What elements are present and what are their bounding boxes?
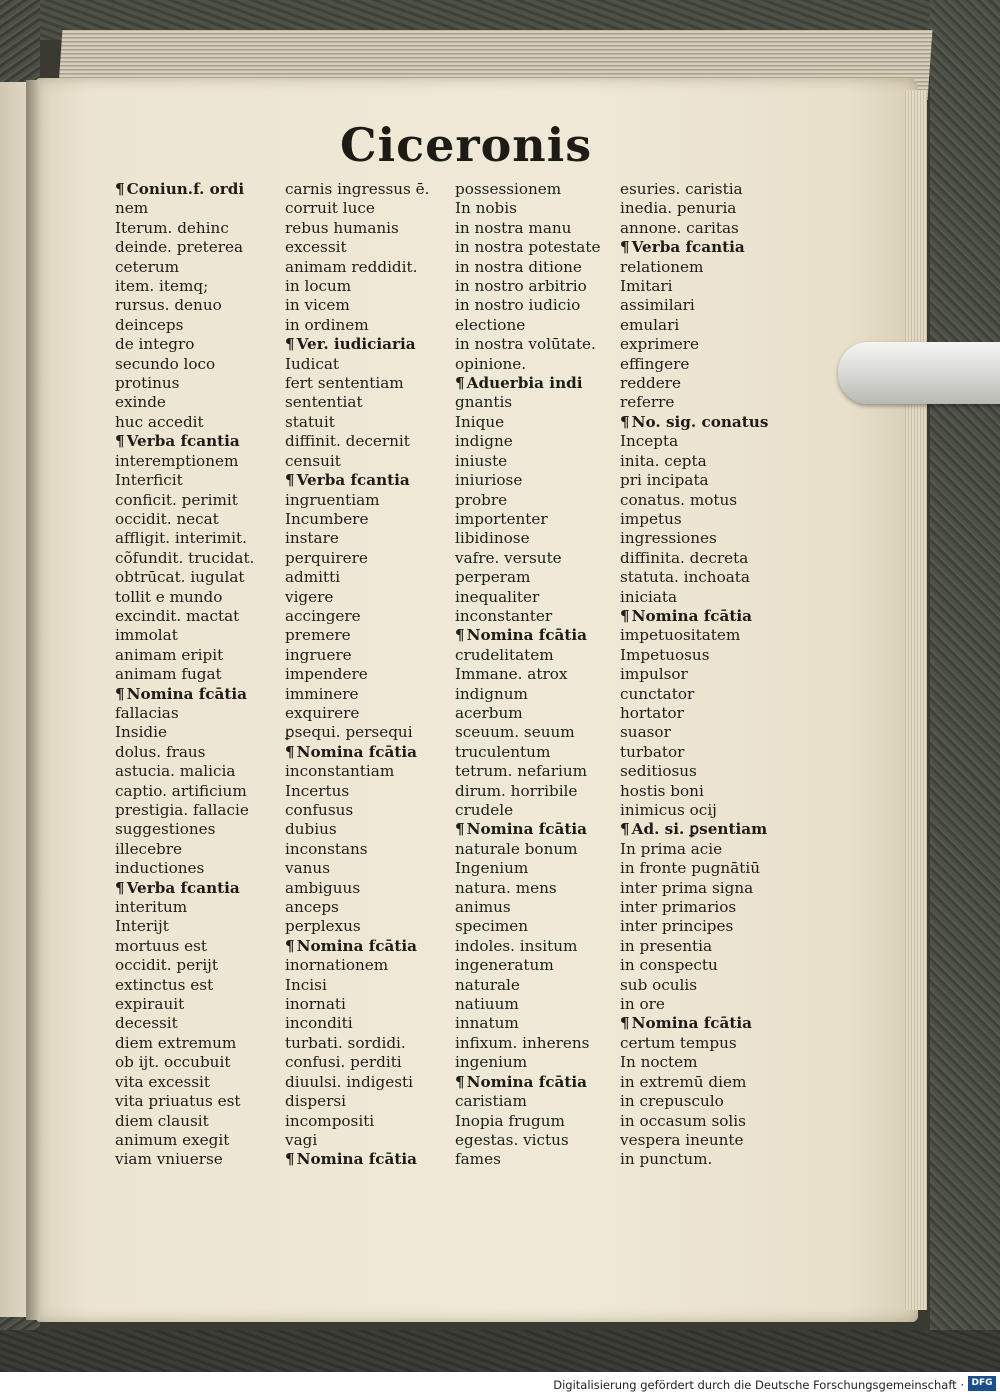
list-item: inornationem [285,956,389,975]
list-item: carnis ingressus ē. [285,180,430,198]
list-item: suasor [620,723,671,742]
list-item: In noctem [620,1053,698,1072]
list-item: in extremū diem [620,1072,747,1091]
list-item: crudelitatem [455,645,554,664]
list-item: iniciata [620,587,678,606]
list-item: diem extremum [115,1033,237,1052]
list-item: protinus [115,374,180,393]
list-item: sententiat [285,393,363,412]
list-item: extinctus est [115,975,214,994]
list-item: perquirere [285,548,368,567]
list-item: Iudicat [285,354,340,373]
list-item: cõfundit. trucidat. [115,548,255,567]
list-item: rebus humanis [285,218,399,237]
list-item: Incepta [620,432,679,451]
list-item: dirum. horribile [455,781,578,800]
list-item: ingruere [285,645,352,664]
section-heading: ¶ Nomina fcātia [285,743,430,762]
page-fore-edge [905,90,927,1310]
list-item: statuit [285,412,335,431]
list-item: animam fugat [115,665,222,684]
list-item: vita excessit [115,1072,211,1091]
section-heading: ¶ Verba fcantia [115,879,254,898]
list-item: Incumbere [285,509,369,528]
list-item: indignum [455,684,528,703]
list-item: impulsor [620,665,688,684]
list-item: interemptionem [115,451,239,470]
list-item: exquirere [285,703,360,722]
list-item: vafre. versute [455,548,562,567]
list-item: in ore [620,995,665,1014]
list-item: ingenium [455,1053,528,1072]
list-item: annone. caritas [620,218,739,237]
list-item: esuries. caristia [620,180,743,198]
section-heading: ¶ No. sig. conatus [620,413,768,432]
dfg-logo-icon: DFG [968,1376,996,1391]
list-item: in ordinem [285,315,369,334]
list-item: item. itemq; [115,277,209,296]
list-item: possessionem [455,180,562,198]
list-item: importenter [455,509,548,528]
list-item: expirauit [115,995,185,1014]
list-item: impetuositatem [620,626,741,645]
list-item: in nostra ditione [455,257,582,276]
list-item: premere [285,626,351,645]
list-item: reddere [620,374,681,393]
list-item: animum exegit [115,1130,230,1149]
list-item: mortuus est [115,936,207,955]
section-heading: ¶ Nomina fcātia [620,607,768,626]
list-item: specimen [455,917,529,936]
section-heading: ¶ Verba fcantia [115,432,254,451]
list-item: affligit. interimit. [115,529,247,548]
list-item: conatus. motus [620,490,738,509]
list-item: huc accedit [115,412,204,431]
list-item: libidinose [455,529,530,548]
list-item: dubius [285,820,337,839]
list-item: hortator [620,703,684,722]
list-item: censuit [285,451,341,470]
list-item: viam vniuerse [115,1150,223,1169]
list-item: in locum [285,277,352,296]
list-item: pri incipata [620,471,709,490]
list-item: infixum. inherens [455,1033,590,1052]
list-item: Imitari [620,277,673,296]
page-title: Ciceronis [340,118,593,172]
list-item: in nostra volūtate. [455,335,596,354]
list-item: Immane. atrox [455,665,568,684]
list-item: Incisi [285,975,327,994]
list-item: fert sententiam [285,374,404,393]
list-item: sceuum. seuum [455,723,575,742]
list-item: impetus [620,509,682,528]
list-item: In prima acie [620,839,723,858]
list-item: in vicem [285,296,350,315]
list-item: perplexus [285,917,361,936]
list-item: in punctum. [620,1150,713,1169]
list-item: secundo loco [115,354,216,373]
section-heading: ¶ Nomina fcātia [115,685,254,704]
list-item: in occasum solis [620,1111,746,1130]
list-item: acerbum [455,703,523,722]
list-item: tollit e mundo [115,587,223,606]
list-item: inconstanter [455,606,553,625]
section-heading: ¶ Aduerbia indi [455,374,600,393]
list-item: tetrum. nefarium [455,762,588,781]
list-item: in presentia [620,936,713,955]
list-item: inter primarios [620,898,737,917]
list-item: in nostra manu [455,218,572,237]
list-item: ꝑsequi. persequi [285,723,413,742]
page-clip [838,342,1000,404]
list-item: iniuste [455,451,508,470]
list-item: certum tempus [620,1033,737,1052]
list-item: assimilari [620,296,695,315]
text-column-1 [115,180,254,1170]
list-item: inter principes [620,917,734,936]
list-item: obtrūcat. iugulat [115,568,245,587]
list-item: ingressiones [620,529,717,548]
list-item: Ingenium [455,859,529,878]
list-item: probre [455,490,508,509]
list-item: vanus [285,859,330,878]
text-column-4 [620,180,768,1170]
book-cover-right [930,0,1000,1372]
list-item: Inique [455,412,505,431]
list-item: inconstans [285,839,368,858]
list-item: occidit. necat [115,509,219,528]
list-item: dolus. fraus [115,742,206,761]
list-item: indoles. insitum [455,936,578,955]
list-item: exinde [115,393,166,412]
list-item: inconstantiam [285,762,395,781]
list-item: interitum [115,898,188,917]
list-item: conficit. perimit [115,490,238,509]
list-item: deinceps [115,315,184,334]
list-item: seditiosus [620,762,697,781]
list-item: fallacias [115,703,179,722]
section-heading: ¶ Verba fcantia [285,471,430,490]
list-item: innatum [455,1014,519,1033]
list-item: Interficit [115,471,183,490]
list-item: referre [620,393,675,412]
list-item: incompositi [285,1111,375,1130]
list-item: ambiguus [285,878,361,897]
section-heading: ¶ Nomina fcātia [455,820,600,839]
section-heading: ¶ Coniun.f. ordi [115,180,254,199]
list-item: vagi [285,1130,318,1149]
list-item: anceps [285,898,339,917]
list-item: excessit [285,238,347,257]
list-item: effingere [620,354,690,373]
list-item: animam reddidit. [285,257,418,276]
list-item: vigere [285,587,334,606]
list-item: cunctator [620,684,695,703]
list-item: opinione. [455,354,527,373]
list-item: in nostra potestate [455,238,601,257]
list-item: indigne [455,432,513,451]
list-item: inter prima signa [620,878,754,897]
list-item: inductiones [115,859,205,878]
list-item: hostis boni [620,781,704,800]
section-heading: ¶ Nomina fcātia [455,1073,600,1092]
list-item: perperam [455,568,531,587]
list-item: vita priuatus est [115,1092,241,1111]
list-item: de integro [115,335,195,354]
list-item: sub oculis [620,975,698,994]
list-item: egestas. victus [455,1130,569,1149]
list-item: In nobis [455,199,517,218]
section-heading: ¶ Ver. iudiciaria [285,335,430,354]
list-item: ob ijt. occubuit [115,1053,231,1072]
list-item: Iterum. dehinc [115,218,229,237]
book-gutter [26,80,40,1320]
list-item: diem clausit [115,1111,209,1130]
list-item: relationem [620,257,704,276]
list-item: rursus. denuo [115,296,222,315]
list-item: emulari [620,315,680,334]
list-item: immolat [115,626,178,645]
list-item: Impetuosus [620,645,710,664]
list-item: confusi. perditi [285,1053,402,1072]
list-item: natura. mens [455,878,557,897]
book-cover-bottom [0,1330,1000,1372]
list-item: admitti [285,568,341,587]
section-heading: ¶ Nomina fcātia [285,1150,430,1169]
list-item: gnantis [455,393,513,412]
list-item: in fronte pugnātiū [620,859,760,878]
list-item: fames [455,1150,501,1169]
digitization-credit: Digitalisierung gefördert durch die Deutsche Forschungsgemeinschaft · [553,1378,964,1392]
list-item: Inopia frugum [455,1111,565,1130]
section-heading: ¶ Ad. si. ꝑsentiam [620,820,768,839]
list-item: Interijt [115,917,169,936]
list-item: inedia. penuria [620,199,737,218]
list-item: animam eripit [115,645,224,664]
section-heading: ¶ Nomina fcātia [285,937,430,956]
list-item: corruit luce [285,199,375,218]
list-item: illecebre [115,839,183,858]
list-item: ingruentiam [285,490,380,509]
list-item: nem [115,199,149,218]
list-item: prestigia. fallacie [115,801,249,819]
list-item: occidit. perijt [115,956,218,975]
list-item: animus [455,898,511,917]
list-item: inconditi [285,1014,353,1033]
text-column-3 [455,180,600,1170]
list-item: inornati [285,995,346,1014]
list-item: imminere [285,684,359,703]
list-item: crudele [455,801,514,819]
list-item: ceterum [115,257,180,276]
list-item: excindit. mactat [115,606,240,625]
list-item: impendere [285,665,368,684]
section-heading: ¶ Verba fcantia [620,238,768,257]
list-item: deinde. preterea [115,238,244,257]
list-item: decessit [115,1014,178,1033]
list-item: truculentum [455,742,551,761]
list-item: exprimere [620,335,700,354]
list-item: iniuriose [455,471,523,490]
list-item: caristiam [455,1092,527,1111]
list-item: statuta. inchoata [620,568,750,587]
list-item: instare [285,529,339,548]
list-item: vespera ineunte [620,1130,744,1149]
list-item: astucia. malicia [115,762,236,781]
list-item: inimicus ocij [620,801,717,819]
list-item: Incertus [285,781,350,800]
list-item: naturale bonum [455,839,578,858]
list-item: turbati. sordidi. [285,1033,406,1052]
list-item: inita. cepta [620,451,707,470]
list-item: natiuum [455,995,519,1014]
section-heading: ¶ Nomina fcātia [455,626,600,645]
list-item: in nostro arbitrio [455,277,587,296]
list-item: electione [455,315,526,334]
list-item: diffinit. decernit [285,432,410,451]
list-item: Insidie [115,723,167,742]
list-item: in nostro iudicio [455,296,581,315]
list-item: dispersi [285,1092,346,1111]
list-item: turbator [620,742,685,761]
list-item: in conspectu [620,956,718,975]
section-heading: ¶ Nomina fcātia [620,1014,768,1033]
list-item: captio. artificium [115,781,247,800]
list-item: ingeneratum [455,956,554,975]
list-item: suggestiones [115,820,216,839]
list-item: in crepusculo [620,1092,724,1111]
list-item: accingere [285,606,361,625]
list-item: diffinita. decreta [620,548,749,567]
list-item: diuulsi. indigesti [285,1072,413,1091]
list-item: confusus [285,801,354,819]
text-column-2 [285,180,430,1170]
list-item: naturale [455,975,520,994]
list-item: inequaliter [455,587,540,606]
